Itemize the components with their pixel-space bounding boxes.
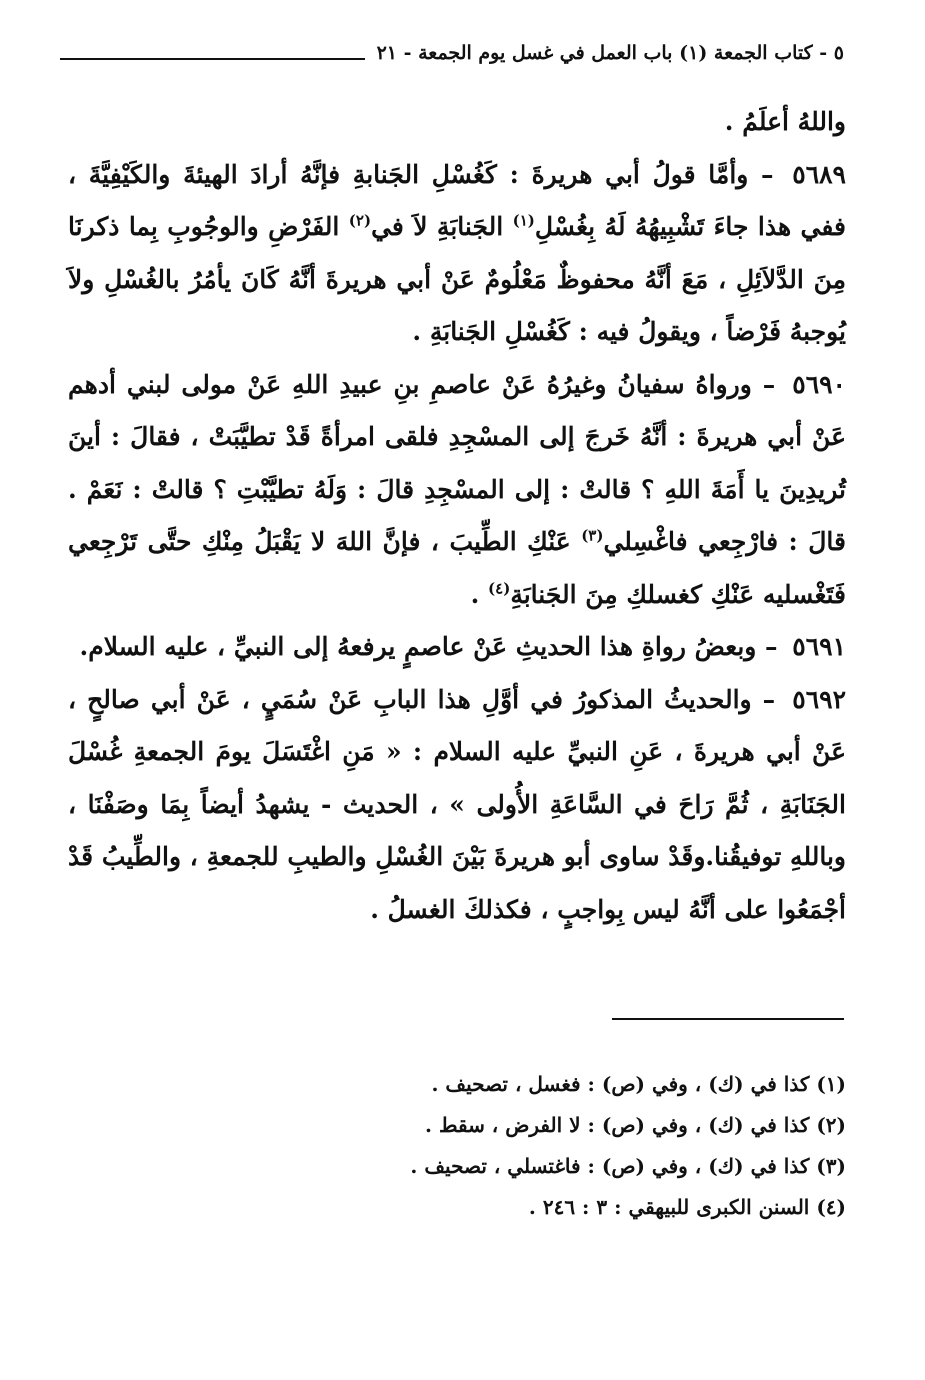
paragraph-number: ٥٦٩٠: [792, 369, 846, 399]
running-header: [60, 38, 850, 78]
footnote-2: (٢) كذا في (ك) ، وفي (ص) : لا الفرض ، سقط .: [425, 1113, 846, 1137]
footnote-3: (٣) كذا في (ك) ، وفي (ص) : فاغتسلي ، تصحيف .: [410, 1154, 846, 1178]
paragraph-5689: [68, 149, 846, 359]
footnote-1: (١) كذا في (ك) ، وفي (ص) : فغسل ، تصحيف .: [431, 1072, 846, 1096]
footnote-ref-3: (٣): [581, 526, 604, 545]
paragraph-text: .: [470, 579, 480, 609]
paragraph-closing: [68, 96, 846, 149]
header-rule: [60, 58, 365, 60]
paragraph-number: ٥٦٨٩: [792, 159, 846, 189]
footnote-ref-4: (٤): [488, 579, 511, 598]
paragraph-text: عَنْكِ الطِّيبَ ، فإنَّ اللهَ لا يَقْبَلُ مِنْكِ حتَّى تَرْجِعي فَتَغْسليه عَنْكِ كغسلكِ مِنَ الجَنابَةِ: [68, 527, 846, 609]
header-title: ٥ - كتاب الجمعة (١) باب العمل في غسل يوم الجمعة - ٢١: [376, 42, 844, 64]
footnotes: [70, 1064, 846, 1228]
footnote-4: (٤) السنن الكبرى للبيهقي : ٣ : ٢٤٦ .: [528, 1195, 846, 1219]
paragraph-text: – وأمَّا قولُ أبي هريرةَ : كَغُسْلِ الجَنابةِ فإنَّهُ أرادَ الهيئةَ والكَيْفِيَّةَ ، ففي هذا جاءَ تَشْبِيهُهُ لَهُ بِغُسْلِ: [68, 159, 846, 241]
paragraph-5690: [68, 359, 846, 622]
paragraph-5692: [68, 674, 846, 937]
paragraph-text: الجَنابَةِ لاَ في: [371, 212, 504, 241]
paragraph-number: ٥٦٩١: [792, 632, 846, 661]
paragraph-5691: [68, 621, 846, 674]
paragraph-number: ٥٦٩٢: [792, 684, 846, 714]
paragraph-text: واللهُ أعلَمُ .: [724, 107, 846, 136]
footnote-ref-2: (٢): [348, 211, 372, 230]
footnote-ref-1: (١): [512, 211, 535, 230]
paragraph-text: – ورواهُ سفيانُ وغيرُهُ عَنْ عاصمِ بنِ عبيدِ اللهِ عَنْ مولى لبني أدهم عَنْ أبي هريرةَ : أنَّهُ خَرجَ إلى المسْجِدِ فلقى امرأةً قَدْ تطيَّبَتْ ، فقالَ : أينَ تُريدِينَ يا أَمَةَ اللهِ ؟ قالتْ : إلى المسْجِدِ قالَ : وَلَهُ تطيَّبْتِ ؟ قالتْ : نَعَمْ . قالَ : فارْجِعي فاغْسِلي: [68, 369, 846, 556]
footnote-separator: [612, 1018, 844, 1020]
main-text: [68, 96, 846, 936]
paragraph-text: – وبعضُ رواةِ هذا الحديثِ عَنْ عاصمٍ يرفعهُ إلى النبيِّ ، عليه السلام.: [79, 632, 778, 661]
paragraph-text: – والحديثُ المذكورُ في أوَّلِ هذا البابِ عَنْ سُمَيٍ ، عَنْ أبي صالحٍ ، عَنْ أبي هريرةَ ، عَنِ النبيِّ عليه السلام : « مَنِ اغْتَسَلَ يومَ الجمعةِ غُسْلَ الجَنَابَةِ ، ثُمَّ رَاحَ في السَّاعَةِ الأُولى » ، الحديث - يشهدُ أيضاً بِمَا وصَفْنَا ، وباللهِ توفيقُنا.وقَدْ ساوى أبو هريرةَ بَيْنَ الغُسْلِ والطيبِ للجمعةِ ، والطِّيبُ قَدْ أجْمَعُوا على أنَّهُ ليس بِواجبٍ ، فكذلكَ الغسلُ .: [68, 684, 846, 924]
paragraph-text: الفَرْضِ والوجُوبِ بِما ذكرنَا مِنَ الدَّلاَئِلِ ، مَعَ أنَّهُ محفوظٌ مَعْلُومٌ عَنْ أبي هريرةَ أنَّهُ كَانَ يأمُرُ بالغُسْلِ ولاَ يُوجبهُ فَرْضاً ، ويقولُ فيه : كَغُسْلِ الجَنابَةِ .: [68, 212, 846, 346]
